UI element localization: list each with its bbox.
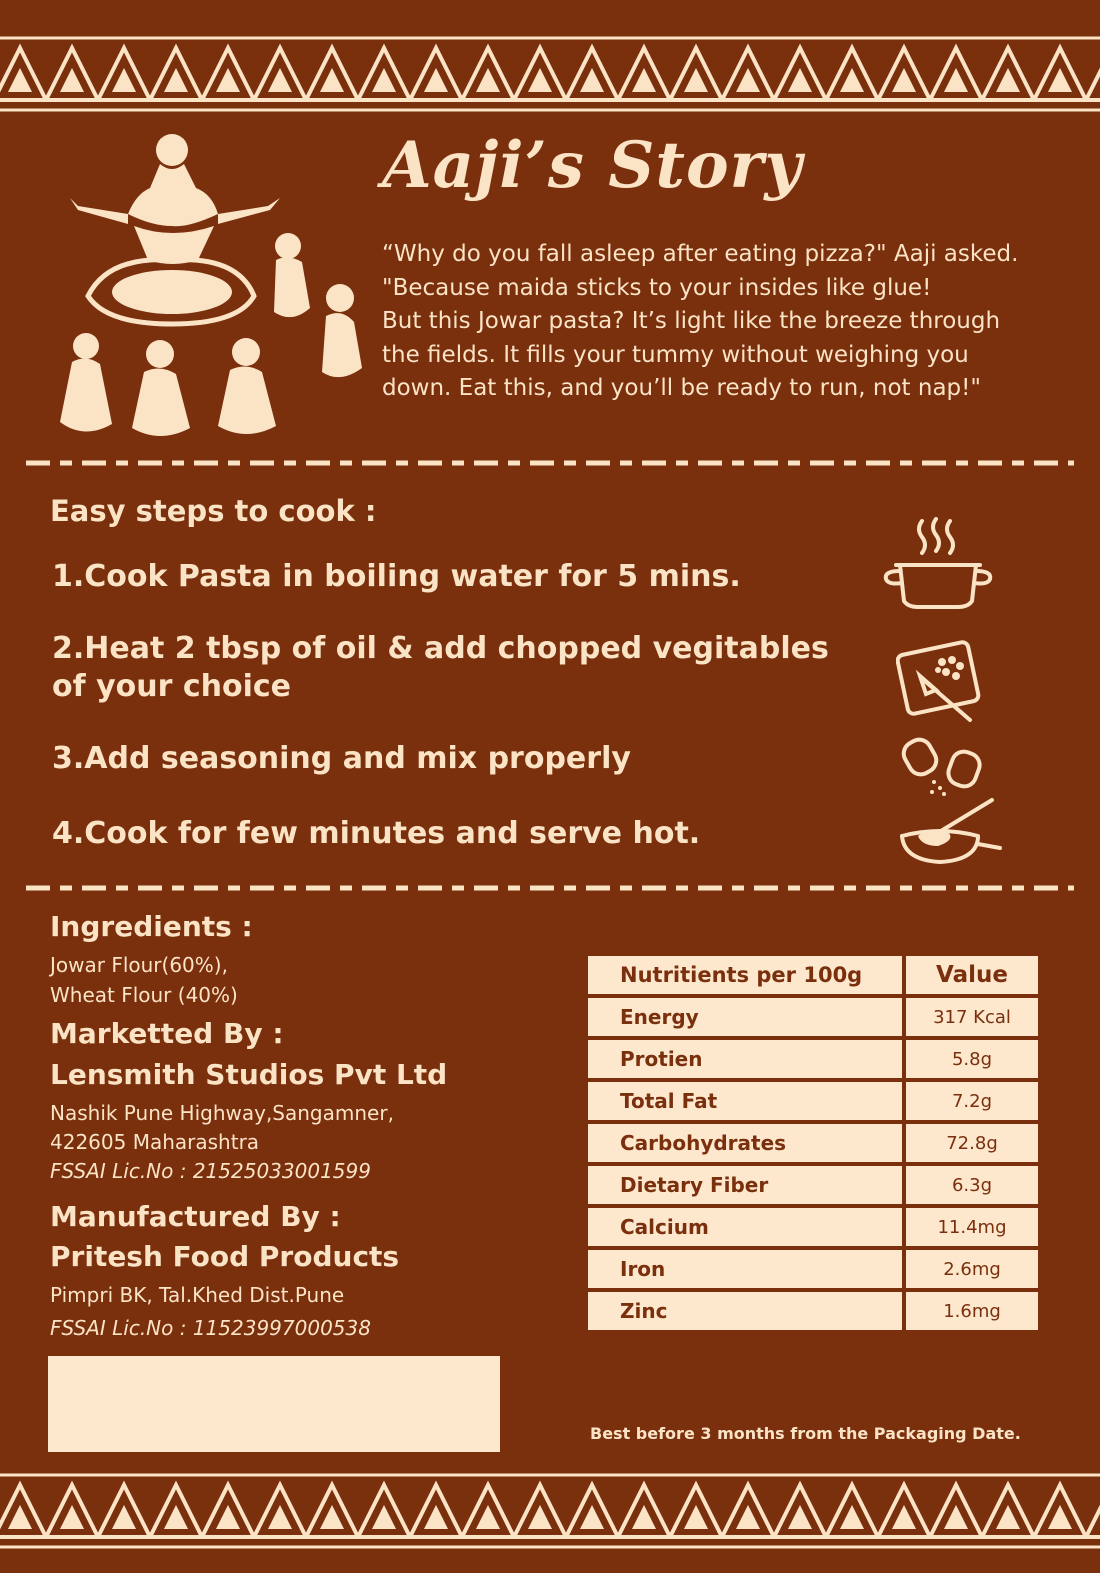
nutrient-value: 6.3g (906, 1166, 1038, 1204)
table-row (588, 1292, 1038, 1330)
triangle-border-top (0, 34, 1100, 114)
nutrient-value: 7.2g (906, 1082, 1038, 1120)
nutrient-value: 5.8g (906, 1040, 1038, 1078)
boiling-pot-icon (878, 515, 998, 615)
story-line: “Why do you fall asleep after eating pizza?" Aaji asked. (382, 241, 1019, 267)
table-row (588, 1040, 1038, 1078)
nutrient-value: 1.6mg (906, 1292, 1038, 1330)
chopping-board-icon (896, 634, 988, 726)
manufacturer-name: Pritesh Food Products (50, 1240, 400, 1273)
nutrient-name: Carbohydrates (588, 1124, 902, 1162)
marketer-name: Lensmith Studios Pvt Ltd (50, 1058, 448, 1091)
table-row (588, 1208, 1038, 1246)
frying-pan-icon (896, 796, 1004, 868)
table-row (588, 1166, 1038, 1204)
nutrient-name: Calcium (588, 1208, 902, 1246)
nutrient-value: 2.6mg (906, 1250, 1038, 1288)
nutrition-table (584, 952, 1042, 1334)
story-line: "Because maida sticks to your insides like glue! (382, 274, 932, 301)
nutrient-name: Zinc (588, 1292, 902, 1330)
nutrient-value: 317 Kcal (906, 998, 1038, 1036)
cooking-steps-heading: Easy steps to cook : (50, 494, 377, 528)
manufactured-by-heading: Manufactured By : (50, 1200, 341, 1233)
table-row (588, 1124, 1038, 1162)
story-line: the fields. It fills your tummy without weighing you (382, 341, 969, 368)
cooking-step: 1.Cook Pasta in boiling water for 5 mins. (52, 559, 741, 594)
dashed-divider (26, 885, 1074, 891)
cooking-step: 4.Cook for few minutes and serve hot. (52, 816, 701, 851)
ingredient-line: Wheat Flour (40%) (50, 983, 238, 1007)
best-before-note: Best before 3 months from the Packaging Date. (590, 1424, 1021, 1443)
story-text (382, 238, 1082, 406)
marketer-license: FSSAI Lic.No : 21525033001599 (50, 1159, 371, 1183)
nutrient-name: Dietary Fiber (588, 1166, 902, 1204)
header-cell: Nutritients per 100g (588, 956, 902, 994)
triangle-border-bottom (0, 1471, 1100, 1551)
cooking-step: 3.Add seasoning and mix properly (52, 741, 631, 776)
story-title: Aaji’s Story (382, 128, 803, 203)
dashed-divider (26, 460, 1074, 466)
nutrient-name: Iron (588, 1250, 902, 1288)
manufacturer-license: FSSAI Lic.No : 11523997000538 (50, 1316, 371, 1340)
salt-pepper-icon (898, 728, 990, 800)
table-row (588, 1082, 1038, 1120)
nutrient-value: 72.8g (906, 1124, 1038, 1162)
table-row (588, 1250, 1038, 1288)
marketer-address: Nashik Pune Highway,Sangamner, (50, 1101, 394, 1125)
ingredients-heading: Ingredients : (50, 910, 253, 943)
nutrient-name: Energy (588, 998, 902, 1036)
nutrient-name: Total Fat (588, 1082, 902, 1120)
story-line: down. Eat this, and you’ll be ready to run, not nap!" (382, 375, 981, 401)
ingredient-line: Jowar Flour(60%), (50, 953, 228, 977)
header-cell: Value (906, 956, 1038, 994)
nutrient-name: Protien (588, 1040, 902, 1078)
marketer-address: 422605 Maharashtra (50, 1130, 260, 1154)
table-header-row (588, 956, 1038, 994)
nutrient-value: 11.4mg (906, 1208, 1038, 1246)
blank-label-box (48, 1356, 500, 1452)
manufacturer-address: Pimpri BK, Tal.Khed Dist.Pune (50, 1283, 345, 1307)
marketed-by-heading: Marketted By : (50, 1017, 284, 1050)
cooking-step: 2.Heat 2 tbsp of oil & add chopped vegitables of your choice (52, 631, 829, 704)
table-row (588, 998, 1038, 1036)
story-line: But this Jowar pasta? It’s light like the breeze through (382, 308, 1001, 334)
aaji-with-children-illustration (48, 128, 368, 448)
